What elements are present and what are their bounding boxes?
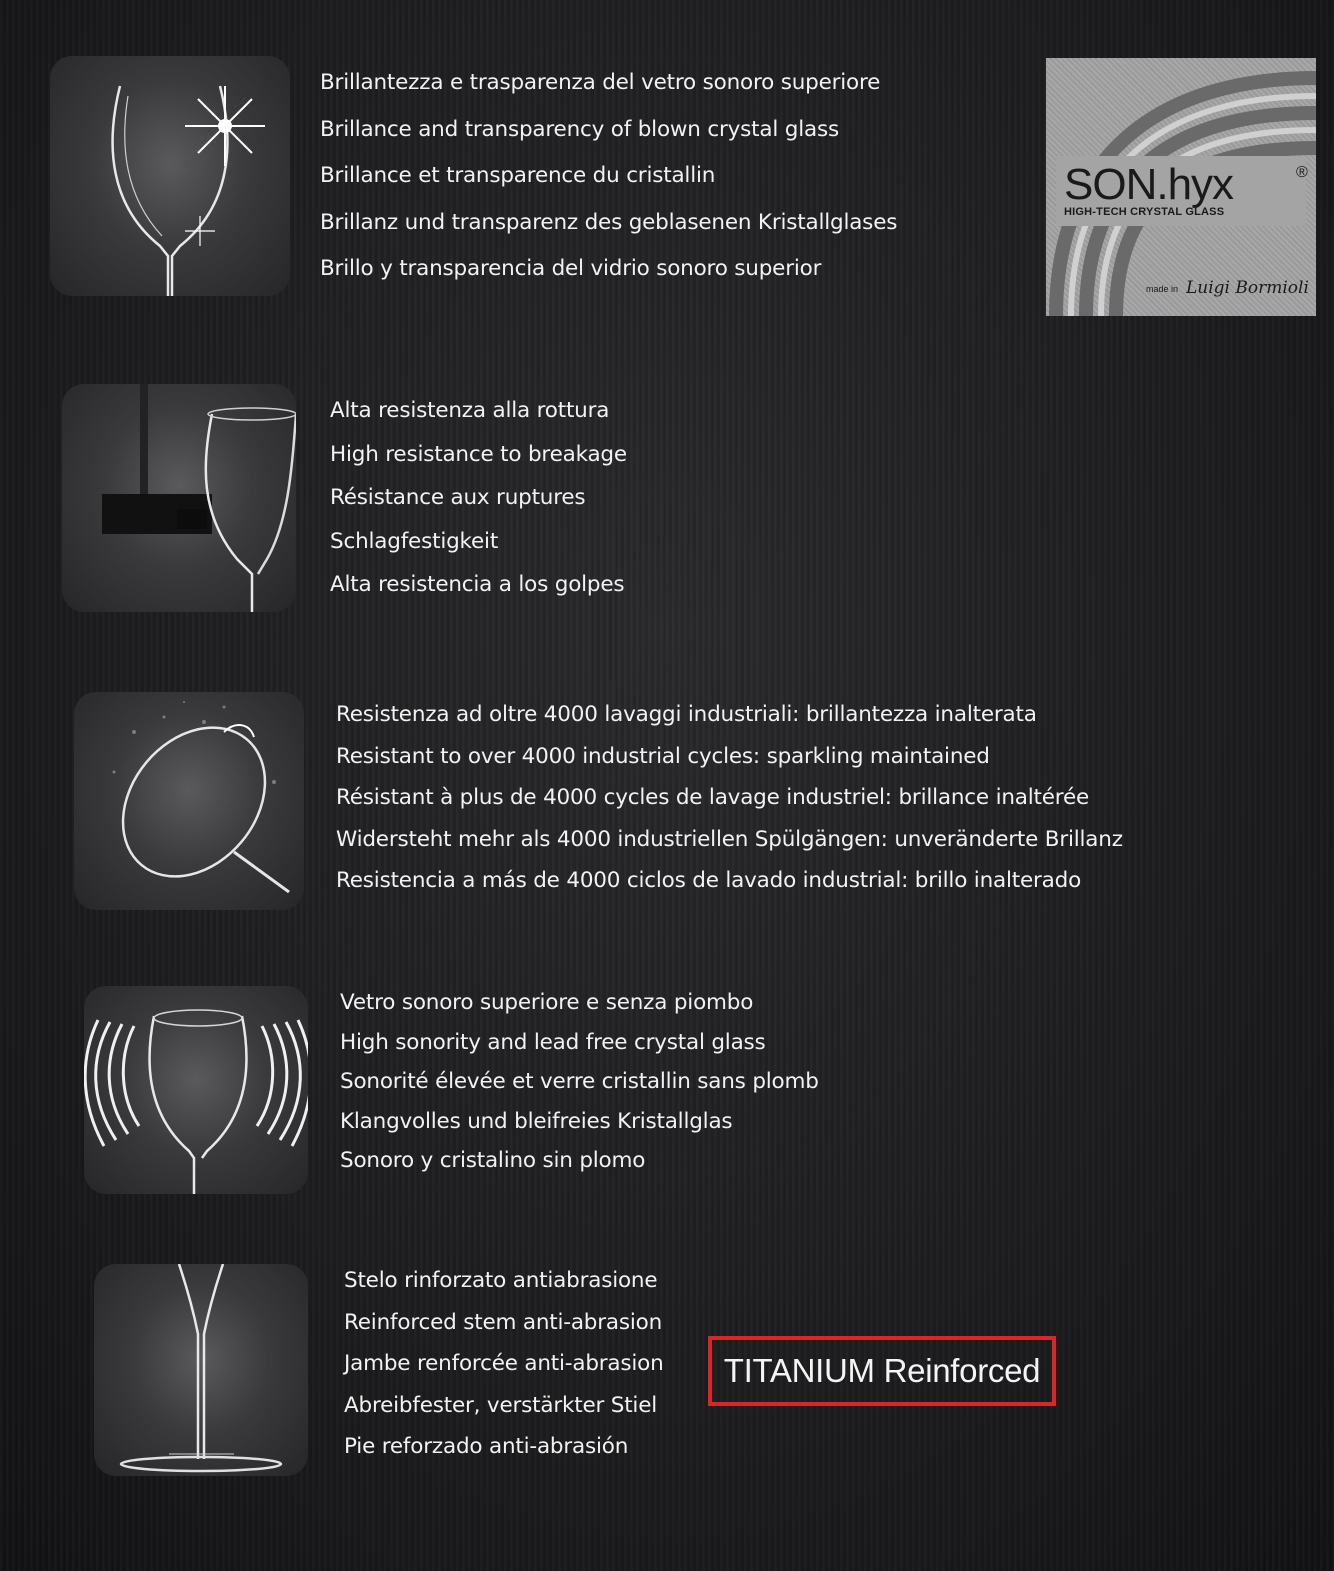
- impact-test-glass-icon: [62, 384, 296, 612]
- logo-tagline: HIGH-TECH CRYSTAL GLASS: [1064, 206, 1225, 218]
- logo-signature: Luigi Bormioli: [1186, 278, 1309, 298]
- feature-line: Sonorité élevée et verre cristallin sans plomb: [340, 1069, 819, 1094]
- feature-line: High resistance to breakage: [330, 441, 627, 467]
- feature-line: Brillantezza e trasparenza del vetro sonoro superiore: [320, 70, 881, 95]
- feature-line: Alta resistencia a los golpes: [330, 572, 625, 597]
- logo-registered: ®: [1296, 164, 1308, 181]
- feature-line: High sonority and lead free crystal glass: [340, 1029, 766, 1055]
- sonhyx-logo: [1046, 58, 1316, 316]
- feature-line: Sonoro y cristalino sin plomo: [340, 1148, 646, 1173]
- titanium-badge: [708, 1336, 1056, 1406]
- feature-line: Resistenza ad oltre 4000 lavaggi industriali: brillantezza inalterata: [336, 702, 1037, 727]
- feature-line: Pie reforzado anti-abrasión: [344, 1434, 629, 1459]
- feature-line: Abreibfester, verstärkter Stiel: [344, 1392, 658, 1418]
- feature-line: Alta resistenza alla rottura: [330, 398, 610, 423]
- feature-line: Brillance et transparence du cristallin: [320, 163, 716, 188]
- glass-stem-icon: [94, 1264, 308, 1476]
- feature-line: Résistant à plus de 4000 cycles de lavage industriel: brillance inaltérée: [336, 785, 1090, 810]
- feature-line: Stelo rinforzato antiabrasione: [344, 1268, 658, 1293]
- feature-line: Schlagfestigkeit: [330, 528, 499, 554]
- sparkling-wine-glass-icon: [50, 56, 290, 296]
- badge-label: TITANIUM Reinforced: [723, 1352, 1041, 1389]
- feature-line: Resistencia a más de 4000 ciclos de lavado industrial: brillo inalterado: [336, 868, 1082, 893]
- feature-line: Résistance aux ruptures: [330, 485, 586, 510]
- feature-line: Reinforced stem anti-abrasion: [344, 1309, 663, 1335]
- feature-line: Brillanz und transparenz des geblasenen Kristallglases: [320, 209, 898, 235]
- sound-waves-glass-icon: [84, 986, 308, 1194]
- logo-made-in: made in: [1146, 284, 1179, 294]
- feature-line: Jambe renforcée anti-abrasion: [344, 1351, 664, 1376]
- feature-line: Resistant to over 4000 industrial cycles: sparkling maintained: [336, 743, 990, 769]
- washing-glass-icon: [74, 692, 304, 910]
- feature-line: Vetro sonoro superiore e senza piombo: [340, 990, 754, 1015]
- logo-name: SON.hyx: [1064, 160, 1234, 209]
- feature-line: Brillance and transparency of blown crystal glass: [320, 116, 839, 142]
- feature-line: Widersteht mehr als 4000 industriellen Spülgängen: unveränderte Brillanz: [336, 826, 1123, 852]
- feature-line: Klangvolles und bleifreies Kristallglas: [340, 1108, 733, 1134]
- feature-line: Brillo y transparencia del vidrio sonoro superior: [320, 256, 822, 281]
